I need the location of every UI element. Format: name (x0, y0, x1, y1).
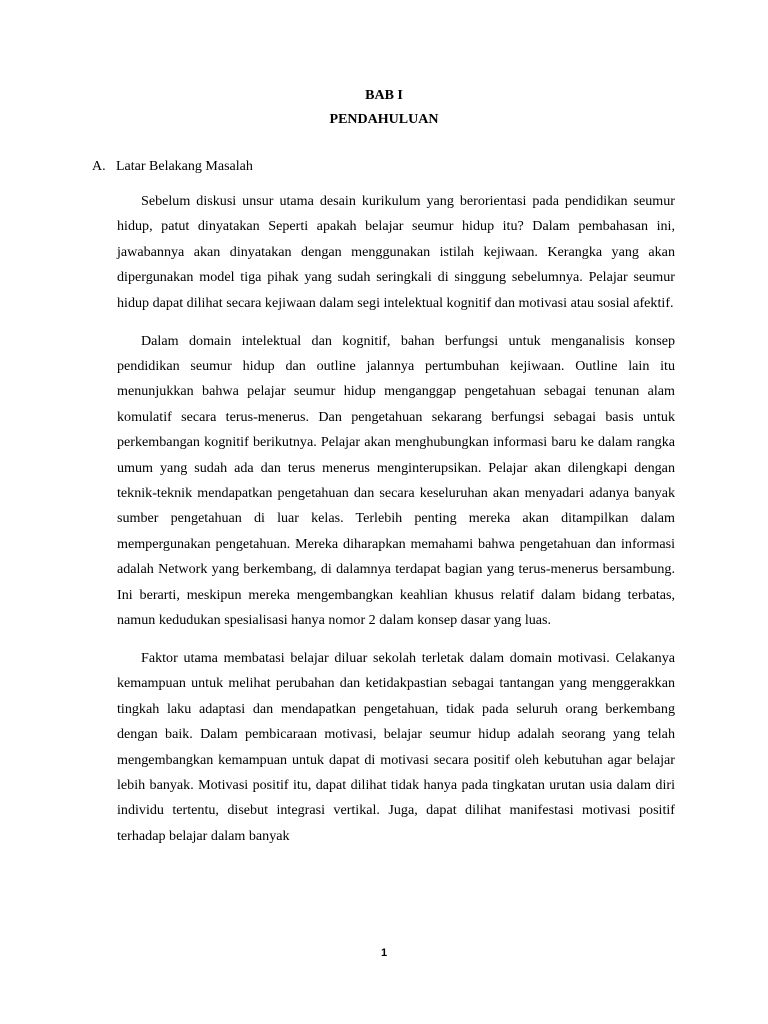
body-text (117, 189, 675, 862)
paragraph: Dalam domain intelektual dan kognitif, bahan berfungsi untuk menganalisis konsep pendidikan seumur hidup dan outline jalannya pertumbuhan kejiwaan. Outline lain itu menunjukkan bahwa pelajar seumur hidup menganggap pengetahuan sebagai tenunan alam komulatif secara terus-menerus. Dan pengetahuan sekarang berfungsi sebagai basis untuk perkembangan kognitif berikutnya. Pelajar akan menghubungkan informasi baru ke dalam rangka umum yang sudah ada dan terus menerus menginterupsikan. Pelajar akan dilengkapi dengan teknik-teknik mendapatkan pengetahuan dan secara keseluruhan akan menyadari adanya banyak sumber pengetahuan di luar kelas. Terlebih penting mereka akan ditampilkan dalam mempergunakan pengetahuan. Mereka diharapkan memahami bahwa pengetahuan dan informasi adalah Network yang berkembang, di dalamnya terdapat bagian yang terus-menerus bersambung. Ini berarti, meskipun mereka mengembangkan keahlian khusus relatif dalam bidang terbatas, namun kedudukan spesialisasi hanya nomor 2 dalam konsep dasar yang luas. (117, 332, 675, 628)
chapter-number: BAB I (365, 88, 403, 103)
section-title: Latar Belakang Masalah (116, 159, 253, 174)
section-heading (92, 157, 253, 177)
paragraph: Faktor utama membatasi belajar diluar sekolah terletak dalam domain motivasi. Celakanya kemampuan untuk melihat perubahan dan ketidakpastian sebagai tantangan yang menggerakkan tingkah laku adaptasi dan mendapatkan pengetahuan, tidak pada seluruh orang berkembang dengan baik. Dalam pembicaraan motivasi, belajar seumur hidup adalah seorang yang telah mengembangkan kemampuan untuk dapat di motivasi secara positif oleh kebutuhan agar belajar lebih banyak. Motivasi positif itu, dapat dilihat tidak hanya pada tingkatan urutan usia dalam diri individu tertentu, disebut integrasi vertikal. Juga, dapat dilihat manifestasi motivasi positif terhadap belajar dalam banyak (117, 649, 675, 844)
chapter-title: PENDAHULUAN (329, 112, 439, 127)
page-number: 1 (380, 947, 388, 959)
section-marker: A. (92, 159, 106, 174)
paragraph: Sebelum diskusi unsur utama desain kurikulum yang berorientasi pada pendidikan seumur hidup, patut dinyatakan Seperti apakah belajar seumur hidup itu? Dalam pembahasan ini, jawabannya akan dinyatakan dengan menggunakan istilah kejiwaan. Kerangka yang akan dipergunakan model tiga pihak yang sudah seringkali di singgung sebelumnya. Pelajar seumur hidup dapat dilihat secara kejiwaan dalam segi intelektual kognitif dan motivasi atau sosial afektif. (117, 193, 675, 311)
